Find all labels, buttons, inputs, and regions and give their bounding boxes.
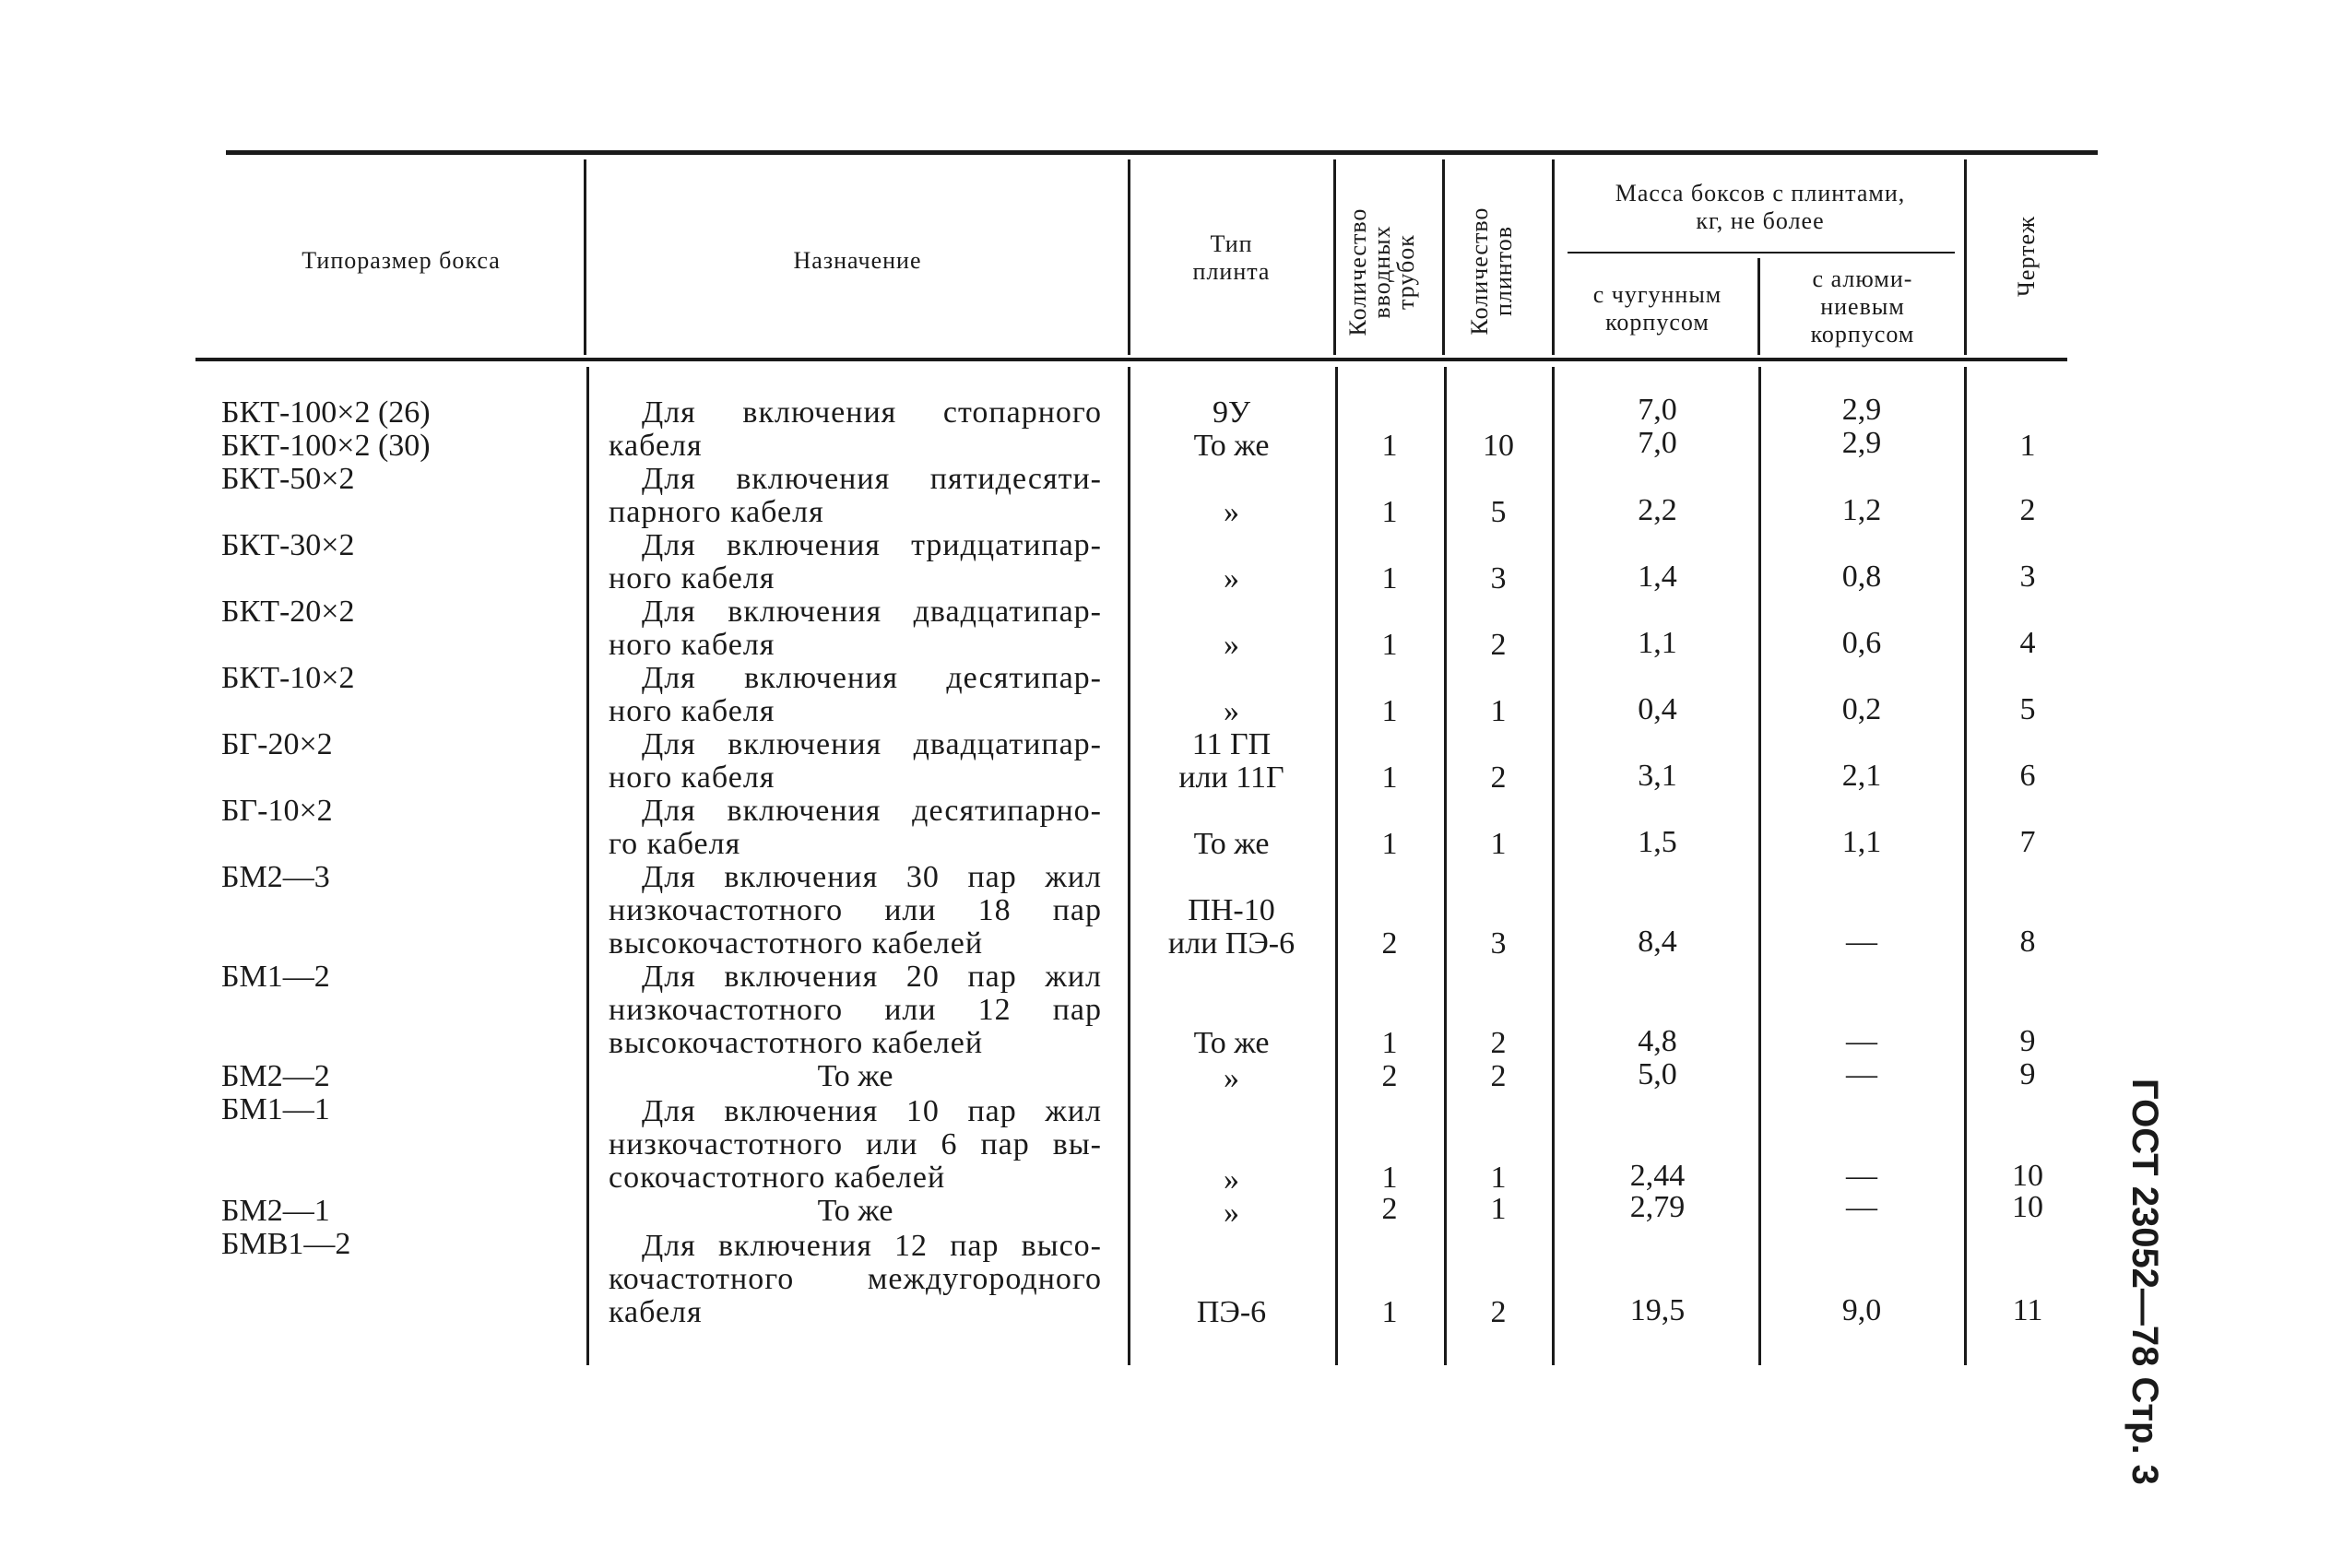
row-13-drawing: 11 <box>2012 1293 2043 1327</box>
row-10-plinths: 2 <box>1490 1059 1507 1093</box>
row-1-plinths: 10 <box>1483 429 1514 463</box>
header-mass-line: кг, не более <box>1696 207 1825 234</box>
row-5-size: БКТ-10×2 <box>221 661 355 695</box>
row-4-alu: 0,6 <box>1841 626 1882 660</box>
col-sep-1-body <box>586 367 589 1365</box>
row-10-cast: 5,0 <box>1638 1057 1677 1091</box>
row-9-purpose-line: Для включения 20 пар жил <box>642 960 1102 994</box>
row-3-purpose-line: ного кабеля <box>609 561 775 595</box>
row-6-type-line: 11 ГП <box>1191 727 1272 761</box>
row-5-purpose-line: Для включения десятипар- <box>642 661 1102 695</box>
row-1-size-line: БКТ-100×2 (26) <box>221 395 431 430</box>
row-1-type <box>1132 396 1331 463</box>
row-6-plinths: 2 <box>1490 760 1507 795</box>
header-drawing <box>2015 196 2042 316</box>
row-10-drawing: 9 <box>2019 1057 2036 1091</box>
row-10-size: БМ2—2 <box>221 1059 330 1093</box>
header-purpose <box>590 247 1125 275</box>
row-1-alu-line: 2,9 <box>1841 426 1882 460</box>
row-10-alu: — <box>1846 1057 1877 1091</box>
row-1-purpose-line: Для включения стопарного <box>642 395 1102 430</box>
row-7-tubes: 1 <box>1381 827 1398 861</box>
row-3-size: БКТ-30×2 <box>221 528 355 562</box>
row-4-size: БКТ-20×2 <box>221 595 355 629</box>
header-tubes <box>1346 161 1429 383</box>
row-9-purpose-line: низкочастотного или 12 пар <box>609 993 1102 1027</box>
row-2-tubes: 1 <box>1381 495 1398 529</box>
row-5-purpose-line: ного кабеля <box>609 694 775 728</box>
row-5-drawing: 5 <box>2019 692 2036 726</box>
row-2-type: » <box>1224 495 1239 529</box>
row-13-alu: 9,0 <box>1841 1293 1882 1327</box>
row-4-type: » <box>1224 628 1239 662</box>
row-13-plinths: 2 <box>1490 1295 1507 1329</box>
row-13-cast: 19,5 <box>1629 1293 1686 1327</box>
col-sep-3-header <box>1333 159 1336 355</box>
row-5-type: » <box>1224 694 1239 728</box>
row-6-alu: 2,1 <box>1841 759 1882 793</box>
col-sep-2-body <box>1128 367 1130 1365</box>
header-mass-line: Масса боксов с плинтами, <box>1615 180 1906 206</box>
header-plinth-type-line: плинта <box>1192 258 1271 285</box>
row-13-purpose-line: кабеля <box>609 1295 703 1329</box>
row-6-drawing: 6 <box>2019 759 2036 793</box>
col-sep-7-header <box>1964 159 1967 355</box>
row-4-cast: 1,1 <box>1638 626 1677 660</box>
row-4-purpose-line: ного кабеля <box>609 628 775 662</box>
row-3-plinths: 3 <box>1490 561 1507 595</box>
row-12-drawing: 10 <box>2012 1190 2043 1224</box>
row-9-alu: — <box>1846 1024 1877 1058</box>
row-9-drawing: 9 <box>2019 1024 2036 1058</box>
row-6-type <box>1132 728 1331 795</box>
header-bottom-rule <box>195 358 2067 361</box>
header-purpose-text: Назначение <box>793 247 922 274</box>
header-plinths <box>1468 160 1527 382</box>
row-3-type: » <box>1224 561 1239 595</box>
col-sep-5-body <box>1552 367 1555 1365</box>
row-12-tubes: 2 <box>1381 1192 1398 1226</box>
row-1-drawing: 1 <box>2019 429 2036 463</box>
row-5-plinths: 1 <box>1490 694 1507 728</box>
row-11-alu: — <box>1846 1159 1877 1193</box>
row-7-drawing: 7 <box>2019 825 2036 859</box>
row-1-size-line: БКТ-100×2 (30) <box>221 429 431 463</box>
row-12-size: БМ2—1 <box>221 1194 330 1228</box>
header-aluminium-line: с алюми- <box>1812 265 1913 292</box>
row-7-plinths: 1 <box>1490 827 1507 861</box>
header-tubes-line: трубок <box>1392 234 1419 310</box>
row-1-purpose-line: кабеля <box>609 429 703 463</box>
row-4-plinths: 2 <box>1490 628 1507 662</box>
row-6-cast: 3,1 <box>1638 759 1677 793</box>
row-6-purpose <box>609 728 1102 795</box>
row-5-tubes: 1 <box>1381 694 1398 728</box>
row-1-size <box>221 396 431 463</box>
header-plinths-line: Количество <box>1466 206 1493 336</box>
row-8-alu: — <box>1846 925 1877 959</box>
running-header-text: ГОСТ 23052—78 Стр. 3 <box>2124 1079 2165 1485</box>
header-plinths-line: плинтов <box>1490 226 1517 317</box>
row-8-type-line: или ПЭ-6 <box>1167 926 1296 961</box>
row-12-type: » <box>1224 1196 1239 1230</box>
row-7-purpose-line: Для включения десятипарно- <box>642 794 1102 828</box>
header-tubes-line: Количество <box>1344 207 1371 336</box>
row-6-purpose-line: ного кабеля <box>609 760 775 795</box>
row-2-size: БКТ-50×2 <box>221 462 355 496</box>
row-1-cast <box>1558 394 1757 460</box>
row-2-purpose-line: Для включения пятидесяти- <box>642 462 1102 496</box>
row-5-cast: 0,4 <box>1638 692 1677 726</box>
row-11-drawing: 10 <box>2012 1159 2043 1193</box>
col-sep-7-body <box>1964 367 1967 1365</box>
row-11-purpose <box>609 1095 1102 1195</box>
row-8-purpose-line: высокочастотного кабелей <box>609 926 984 961</box>
row-8-plinths: 3 <box>1490 926 1507 961</box>
row-9-plinths: 2 <box>1490 1026 1507 1060</box>
row-9-purpose-line: высокочастотного кабелей <box>609 1026 984 1060</box>
row-2-drawing: 2 <box>2019 493 2036 527</box>
row-2-purpose <box>609 463 1102 529</box>
header-size <box>226 247 576 275</box>
header-plinth-type <box>1132 230 1331 286</box>
row-10-purpose: То же <box>817 1059 893 1093</box>
row-8-drawing: 8 <box>2019 925 2036 959</box>
row-1-alu <box>1761 394 1962 460</box>
row-4-drawing: 4 <box>2019 626 2036 660</box>
row-3-purpose <box>609 529 1102 595</box>
row-8-tubes: 2 <box>1381 926 1398 961</box>
row-12-plinths: 1 <box>1490 1192 1507 1226</box>
row-1-cast-line: 7,0 <box>1638 393 1677 427</box>
row-1-tubes: 1 <box>1381 429 1398 463</box>
row-9-cast: 4,8 <box>1638 1024 1677 1058</box>
row-2-cast: 2,2 <box>1638 493 1677 527</box>
row-11-purpose-line: низкочастотного или 6 пар вы- <box>609 1127 1102 1161</box>
row-7-cast: 1,5 <box>1638 825 1677 859</box>
row-1-type-line: То же <box>1193 429 1270 463</box>
row-11-purpose-line: сокочастотного кабелей <box>609 1161 946 1195</box>
header-tubes-line: вводных <box>1368 225 1395 319</box>
col-sep-1-header <box>584 159 586 355</box>
row-9-type: То же <box>1193 1026 1270 1060</box>
row-5-alu: 0,2 <box>1841 692 1882 726</box>
col-sep-4-header <box>1442 159 1445 355</box>
row-7-type: То же <box>1193 827 1270 861</box>
header-drawing-text: Чертеж <box>2013 216 2040 297</box>
row-3-tubes: 1 <box>1381 561 1398 595</box>
row-3-purpose-line: Для включения тридцатипар- <box>642 528 1102 562</box>
row-4-purpose <box>609 595 1102 662</box>
row-7-alu: 1,1 <box>1841 825 1882 859</box>
row-13-purpose-line: Для включения 12 пар высо- <box>642 1229 1102 1263</box>
row-2-plinths: 5 <box>1490 495 1507 529</box>
row-10-type: » <box>1224 1061 1239 1095</box>
row-5-purpose <box>609 662 1102 728</box>
row-12-purpose: То же <box>817 1194 893 1228</box>
header-mass <box>1558 180 1962 235</box>
row-8-cast: 8,4 <box>1638 925 1677 959</box>
row-2-purpose-line: парного кабеля <box>609 495 824 529</box>
row-6-purpose-line: Для включения двадцатипар- <box>642 727 1102 761</box>
row-11-plinths: 1 <box>1490 1161 1507 1195</box>
row-7-size: БГ-10×2 <box>221 794 333 828</box>
row-13-tubes: 1 <box>1381 1295 1398 1329</box>
row-8-size: БМ2—3 <box>221 860 330 894</box>
row-7-purpose-line: го кабеля <box>609 827 741 861</box>
row-6-type-line: или 11Г <box>1178 760 1284 795</box>
row-8-purpose-line: Для включения 30 пар жил <box>642 860 1102 894</box>
row-10-tubes: 2 <box>1381 1059 1398 1093</box>
row-1-alu-line: 2,9 <box>1841 393 1882 427</box>
row-11-tubes: 1 <box>1381 1161 1398 1195</box>
row-2-alu: 1,2 <box>1841 493 1882 527</box>
row-1-purpose <box>609 396 1102 463</box>
col-sep-2-header <box>1128 159 1130 355</box>
header-cast-iron-line: корпусом <box>1605 309 1710 336</box>
row-9-tubes: 1 <box>1381 1026 1398 1060</box>
mass-subheader-rule <box>1568 252 1955 253</box>
header-aluminium-line: ниевым <box>1820 293 1905 320</box>
col-sep-6-header <box>1757 258 1760 355</box>
table-top-rule <box>226 150 2098 155</box>
row-6-tubes: 1 <box>1381 760 1398 795</box>
row-3-cast: 1,4 <box>1638 560 1677 594</box>
row-12-cast: 2,79 <box>1629 1190 1686 1224</box>
row-6-size: БГ-20×2 <box>221 727 333 761</box>
row-13-size: БМВ1—2 <box>221 1227 351 1261</box>
row-1-cast-line: 7,0 <box>1638 426 1677 460</box>
row-13-purpose <box>609 1230 1102 1329</box>
row-11-cast: 2,44 <box>1629 1159 1686 1193</box>
row-1-type-line: 9У <box>1212 395 1251 430</box>
row-13-purpose-line: кочастотного междугородного <box>609 1262 1102 1296</box>
row-8-type-line: ПН-10 <box>1188 893 1275 927</box>
row-11-type: » <box>1224 1162 1239 1197</box>
row-8-purpose <box>609 861 1102 961</box>
row-8-type <box>1132 894 1331 961</box>
header-plinth-type-line: Тип <box>1210 230 1253 257</box>
row-7-purpose <box>609 795 1102 861</box>
row-9-purpose <box>609 961 1102 1060</box>
header-aluminium <box>1761 265 1964 348</box>
row-12-alu: — <box>1846 1190 1877 1224</box>
header-cast-iron <box>1558 281 1757 336</box>
running-header <box>2124 1079 2165 1485</box>
row-3-drawing: 3 <box>2019 560 2036 594</box>
row-11-size: БМ1—1 <box>221 1092 330 1126</box>
row-11-purpose-line: Для включения 10 пар жил <box>642 1094 1102 1128</box>
row-4-purpose-line: Для включения двадцатипар- <box>642 595 1102 629</box>
header-size-text: Типоразмер бокса <box>302 247 501 274</box>
row-8-purpose-line: низкочастотного или 18 пар <box>609 893 1102 927</box>
row-4-tubes: 1 <box>1381 628 1398 662</box>
row-13-type: ПЭ-6 <box>1196 1295 1267 1329</box>
row-3-alu: 0,8 <box>1841 560 1882 594</box>
col-sep-5-header <box>1552 159 1555 355</box>
header-cast-iron-line: с чугунным <box>1592 281 1722 308</box>
header-aluminium-line: корпусом <box>1810 321 1915 348</box>
row-9-size: БМ1—2 <box>221 960 330 994</box>
